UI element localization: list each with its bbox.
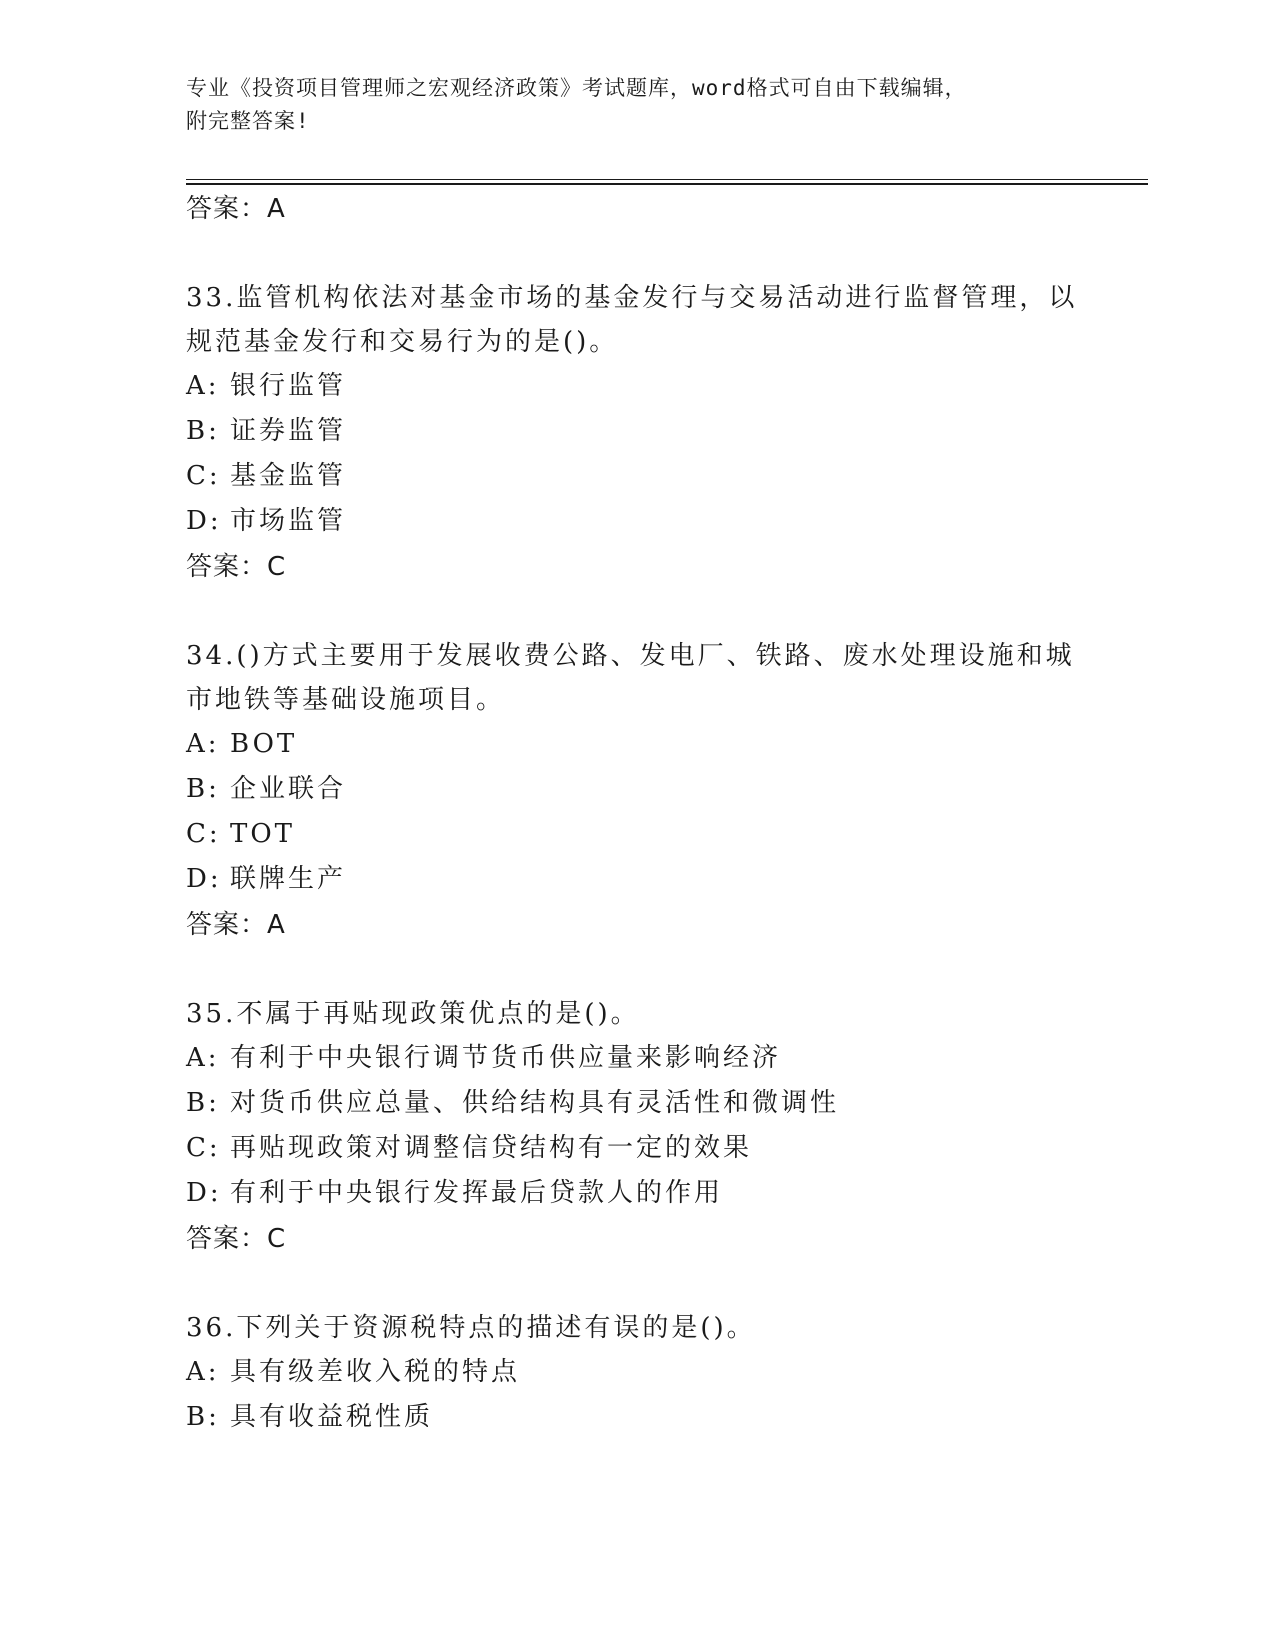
question-text <box>186 634 1086 722</box>
question-36 <box>186 1306 1086 1440</box>
option-text: 联牌生产 <box>230 864 347 894</box>
answer-line: 答案：C <box>186 552 287 582</box>
option-text: 具有级差收入税的特点 <box>230 1357 521 1387</box>
option-c <box>186 454 1086 499</box>
option-key: D: <box>186 1178 222 1208</box>
option-d <box>186 857 1086 902</box>
option-a <box>186 722 1086 767</box>
option-key: D: <box>186 864 222 894</box>
header-divider-thin <box>186 179 1148 180</box>
header-divider-thick <box>186 183 1148 185</box>
option-text: 有利于中央银行调节货币供应量来影响经济 <box>230 1043 782 1073</box>
question-list <box>186 186 1086 1440</box>
option-text: 对货币供应总量、供给结构具有灵活性和微调性 <box>230 1088 840 1118</box>
question-text: 36.下列关于资源税特点的描述有误的是()。 <box>186 1313 756 1343</box>
header-intro-line-1: 专业《投资项目管理师之宏观经济政策》考试题库，word格式可自由下载编辑， <box>186 76 967 100</box>
option-key: A: <box>186 1043 220 1073</box>
document-header <box>186 72 1086 138</box>
option-key: C: <box>186 461 221 491</box>
option-key: A: <box>186 371 220 401</box>
option-text: 有利于中央银行发挥最后贷款人的作用 <box>230 1178 724 1208</box>
question-text: 35.不属于再贴现政策优点的是()。 <box>186 999 640 1029</box>
answer-line: 答案：A <box>186 910 286 940</box>
option-key: C: <box>186 1133 221 1163</box>
question-text <box>186 276 1086 364</box>
question-35 <box>186 992 1086 1262</box>
option-d <box>186 499 1086 544</box>
answer-line: 答案：C <box>186 1224 287 1254</box>
option-key: B: <box>186 1088 220 1118</box>
option-text: 企业联合 <box>230 774 347 804</box>
option-key: B: <box>186 416 220 446</box>
option-d <box>186 1171 1086 1216</box>
option-key: B: <box>186 1402 220 1432</box>
option-b <box>186 1395 1086 1440</box>
option-key: D: <box>186 506 222 536</box>
option-key: A: <box>186 1357 220 1387</box>
option-text: 银行监管 <box>230 371 347 401</box>
question-text-line-1: 33.监管机构依法对基金市场的基金发行与交易活动进行监督管理，以 <box>186 283 1078 313</box>
option-b <box>186 767 1086 812</box>
question-34 <box>186 634 1086 948</box>
option-text: TOT <box>230 819 295 849</box>
option-text: 基金监管 <box>230 461 347 491</box>
answer-line-prev: 答案：A <box>186 194 286 224</box>
option-key: A: <box>186 729 220 759</box>
option-text: 再贴现政策对调整信贷结构有一定的效果 <box>230 1133 753 1163</box>
option-text: 具有收益税性质 <box>230 1402 434 1432</box>
option-key: C: <box>186 819 221 849</box>
option-b <box>186 1081 1086 1126</box>
header-intro-line-2: 附完整答案! <box>186 109 310 133</box>
option-a <box>186 364 1086 409</box>
option-text: BOT <box>230 729 298 759</box>
option-text: 市场监管 <box>230 506 347 536</box>
option-text: 证券监管 <box>230 416 347 446</box>
question-text-line-1: 34.()方式主要用于发展收费公路、发电厂、铁路、废水处理设施和城 <box>186 641 1075 671</box>
option-a <box>186 1036 1086 1081</box>
option-c <box>186 1126 1086 1171</box>
question-text-line-2: 市地铁等基础设施项目。 <box>186 685 506 715</box>
option-b <box>186 409 1086 454</box>
option-key: B: <box>186 774 220 804</box>
question-33 <box>186 276 1086 590</box>
option-a <box>186 1350 1086 1395</box>
option-c <box>186 812 1086 857</box>
question-text-line-2: 规范基金发行和交易行为的是()。 <box>186 327 619 357</box>
